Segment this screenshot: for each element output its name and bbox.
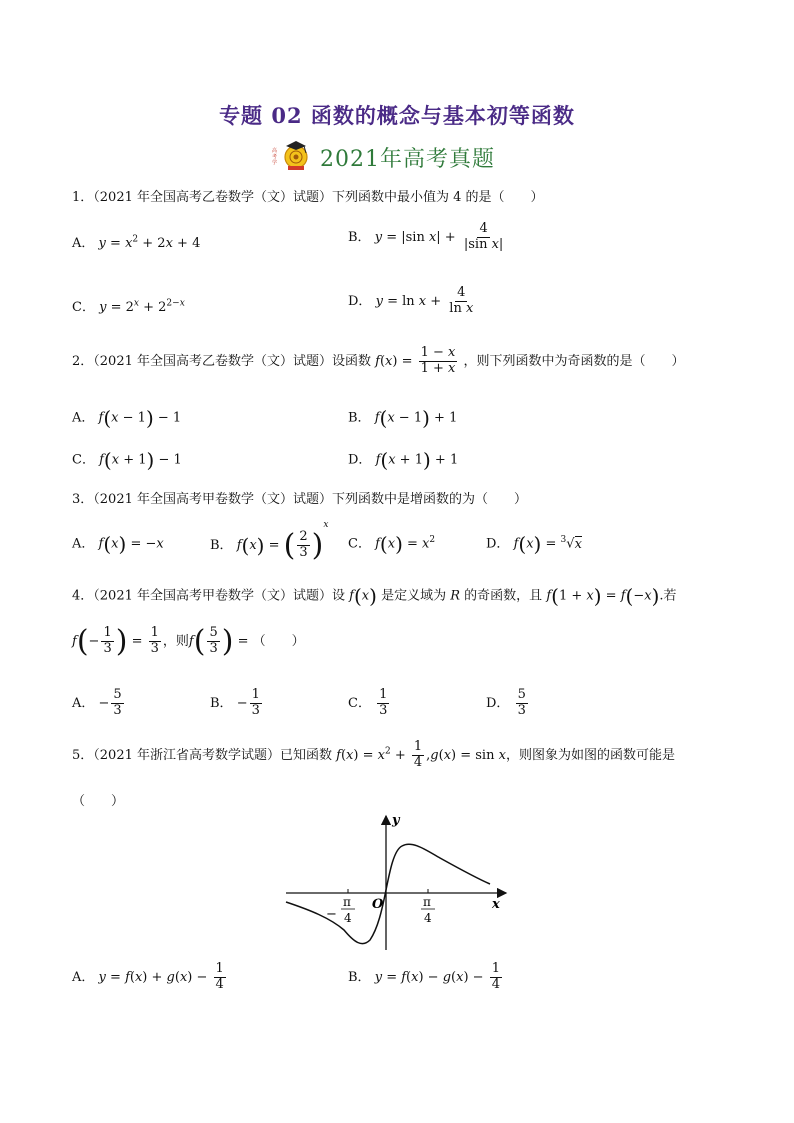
option-label: B． bbox=[348, 410, 371, 426]
option-label: B． bbox=[348, 229, 371, 245]
question-5-paren: （ ） bbox=[72, 794, 125, 809]
svg-text:学: 学 bbox=[272, 160, 278, 166]
option-label: C． bbox=[72, 300, 95, 315]
q5-option-b: B． y = f(x) − g(x) − $\frac{1}{4}$ bbox=[348, 961, 500, 992]
function-graph bbox=[280, 810, 520, 960]
option-label: B． bbox=[210, 695, 233, 711]
x-axis-label: x bbox=[492, 897, 500, 912]
q4-option-a: A． − $\frac{5}{3}$ bbox=[72, 687, 122, 718]
q2-option-b: B． f(x − 1) + 1 bbox=[348, 406, 458, 430]
q1-option-b: B． y = |sin x| + $\frac{4}{\text{|sin x|}}$ bbox=[348, 221, 504, 252]
option-label: B． bbox=[210, 538, 233, 553]
q2-option-c: C． f(x + 1) − 1 bbox=[72, 448, 182, 472]
svg-text:考: 考 bbox=[272, 154, 278, 160]
stem-text: ，则 bbox=[162, 634, 189, 649]
option-label: C． bbox=[348, 536, 371, 552]
question-2-stem: 2．（2021 年全国高考乙卷数学（文）试题）设函数 f(x) = $\frac{1 - x}{1 + x}$ ，则下列函数中为奇函数的是（ ） bbox=[72, 345, 685, 376]
q1-option-d: D． y = ln x + $\frac{4}{\text{ln x}}$ bbox=[348, 285, 474, 316]
stem-text: 4．（2021 年全国高考甲卷数学（文）试题）设 bbox=[72, 588, 345, 604]
q2-option-d: D． f(x + 1) + 1 bbox=[348, 448, 459, 472]
origin-label: O bbox=[372, 897, 384, 912]
stem-text: ，则图象为如图的函数可能是 bbox=[505, 747, 675, 763]
stem-text: 5．（2021 年浙江省高考数学试题）已知函数 bbox=[72, 747, 332, 763]
option-label: D． bbox=[348, 293, 372, 309]
option-label: C． bbox=[348, 695, 371, 711]
question-1-stem: 1．（2021 年全国高考乙卷数学（文）试题）下列函数中最小值为 4 的是（ ） bbox=[72, 190, 544, 205]
option-label: D． bbox=[486, 695, 510, 711]
q1-option-c: C． $y = 2^x + 2^{2-x}$ bbox=[72, 298, 185, 315]
option-label: A． bbox=[72, 410, 95, 426]
q4-option-d: D． $\frac{5}{3}$ bbox=[486, 687, 526, 718]
domain-letter: R bbox=[450, 588, 461, 604]
curve bbox=[286, 844, 490, 943]
q4-option-c: C． $\frac{1}{3}$ bbox=[348, 687, 388, 718]
q5-option-a: A． y = f(x) + g(x) − $\frac{1}{4}$ bbox=[72, 961, 224, 992]
svg-text:高: 高 bbox=[272, 148, 278, 154]
option-label: A． bbox=[72, 695, 95, 711]
stem-text: （ ） bbox=[252, 634, 305, 649]
pi-label: π bbox=[423, 895, 431, 909]
q3-option-a: A． f(x) = −x bbox=[72, 532, 164, 556]
q3-option-b: B． f(x) = ( $\frac{2}{3}$ )$^x$ bbox=[210, 520, 329, 563]
page-title: 专题 02 函数的概念与基本初等函数 bbox=[219, 103, 575, 128]
stem-text: ，则下列函数中为奇函数的是（ ） bbox=[463, 353, 685, 369]
neg-four-label: 4 bbox=[344, 911, 352, 925]
q4-option-b: B． − $\frac{1}{3}$ bbox=[210, 687, 260, 718]
stem-text: 是定义域为 bbox=[381, 588, 447, 604]
neg-sign: − bbox=[326, 907, 337, 922]
question-4-line2: f(− $\frac{1}{3}$ ) = $\frac{1}{3}$ ，则f( $\frac{5}{3}$ ) = （ ） bbox=[72, 624, 305, 659]
y-axis-label: y bbox=[392, 813, 400, 828]
option-label: C． bbox=[72, 452, 95, 468]
q1-option-a: A． $y = x^2 + 2x + 4$ bbox=[72, 234, 201, 251]
q3-option-d: D． f(x) = $^3$√x bbox=[486, 532, 582, 556]
option-label: D． bbox=[486, 536, 510, 552]
question-4-stem: 4．（2021 年全国高考甲卷数学（文）试题）设 f(x) 是定义域为 R 的奇函数，且 f(1 + x) = f(−x).若 bbox=[72, 584, 677, 608]
q2-option-a: A． f(x − 1) − 1 bbox=[72, 406, 182, 430]
option-label: A． bbox=[72, 969, 95, 985]
stem-text: 的奇函数，且 bbox=[464, 588, 543, 604]
question-5-stem: 5．（2021 年浙江省高考数学试题）已知函数 $f(x) = x^2$ + $\frac{1}{4}$ ,g(x) = sin x，则图象为如图的函数可能是 bbox=[72, 739, 675, 770]
neg-pi-label: π bbox=[343, 895, 351, 909]
q3-option-c: C． $f(x) = x^2$ bbox=[348, 532, 436, 556]
logo-icon bbox=[268, 138, 318, 172]
page-subtitle: 2021年高考真题 bbox=[320, 147, 495, 172]
stem-text: 2．（2021 年全国高考乙卷数学（文）试题）设函数 bbox=[72, 353, 371, 369]
stem-text: .若 bbox=[659, 588, 677, 604]
four-label: 4 bbox=[424, 911, 432, 925]
option-label: A． bbox=[72, 536, 95, 552]
option-label: B． bbox=[348, 969, 371, 985]
option-label: A． bbox=[72, 236, 95, 251]
option-label: D． bbox=[348, 452, 372, 468]
question-3-stem: 3．（2021 年全国高考甲卷数学（文）试题）下列函数中是增函数的为（ ） bbox=[72, 492, 527, 507]
